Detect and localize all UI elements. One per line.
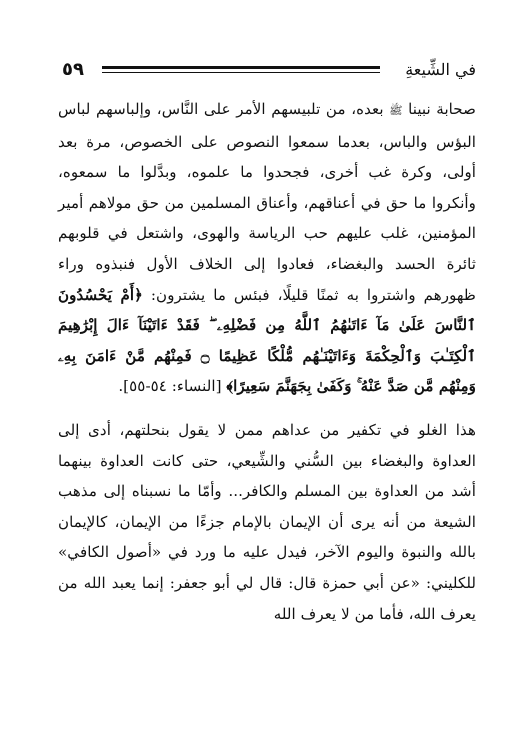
body-text [58,94,476,629]
paragraph-2: هذا الغلو في تكفير من عداهم ممن لا يقول بنحلتهم، أدى إلى العداوة والبغضاء بين السُّني والشِّيعي، حتى كانت العداوة بينهما أشد من العداوة بين المسلم والكافر... وأمّا ما نسبناه إلى مذهب الشيعة من أنه يرى أن الإيمان بالإمام جزءًا من الإيمان، كالإيمان بالله والنبوة واليوم الآخر، فيدل عليه ما ورد في «أصول الكافي» للكليني: «عن أبي حمزة قال: قال لي أبو جعفر: إنما يعبد الله من يعرف الله، فأما من لا يعرف الله [58,420,476,623]
header-rule [102,66,380,76]
verse-citation: [النساء: ٥٤-٥٥]. [118,377,227,396]
paragraph-1 [58,94,476,402]
page-number: ٥٩ [62,59,84,80]
header-rule-thick [102,66,380,69]
paragraph-1-text-a: صحابة نبينا [408,100,477,118]
header-rule-thin [102,72,380,73]
paragraph-1-text-b: بعده، من تلبيسهم الأمر على النَّاس، وإلباسهم لباس البؤس والباس، بعدما سمعوا النصوص على الخصوص، مرة بعد أولى، وكرة غب أخرى، فجحدوا ما علموه، وبدَّلوا ما سمعوه، وأنكروا ما حق في أعناقهم، وأعناق المسلمين من حق مولاهم أمير المؤمنين، غلب عليهم حب الرياسة والهوى، واشتعل في قلوبهم ثائرة الحسد والبغضاء، فعادوا إلى الخلاف الأول فنبذوه وراء ظهورهم واشتروا به ثمنًا قليلًا، فبئس ما يشترون: [58,100,477,304]
page-header [62,58,476,84]
honorific-mark: ﷺ [389,104,403,117]
running-title: في الشِّيعةِ [405,60,476,79]
quran-verse: ﴿أَمْ يَحْسُدُونَ ٱلنَّاسَ عَلَىٰ مَآ ءَاتَىٰهُمُ ٱللَّهُ مِن فَضْلِهِۦ ۖ فَقَدْ ءَاتَيْنَآ ءَالَ إِبْرَٰهِيمَ ٱلْكِتَـٰبَ وَٱلْحِكْمَةَ وَءَاتَيْنَـٰهُم مُّلْكًا عَظِيمًا ۝ فَمِنْهُم مَّنْ ءَامَنَ بِهِۦ وَمِنْهُم مَّن صَدَّ عَنْهُ ۚ وَكَفَىٰ بِجَهَنَّمَ سَعِيرًا﴾ [58,285,477,396]
